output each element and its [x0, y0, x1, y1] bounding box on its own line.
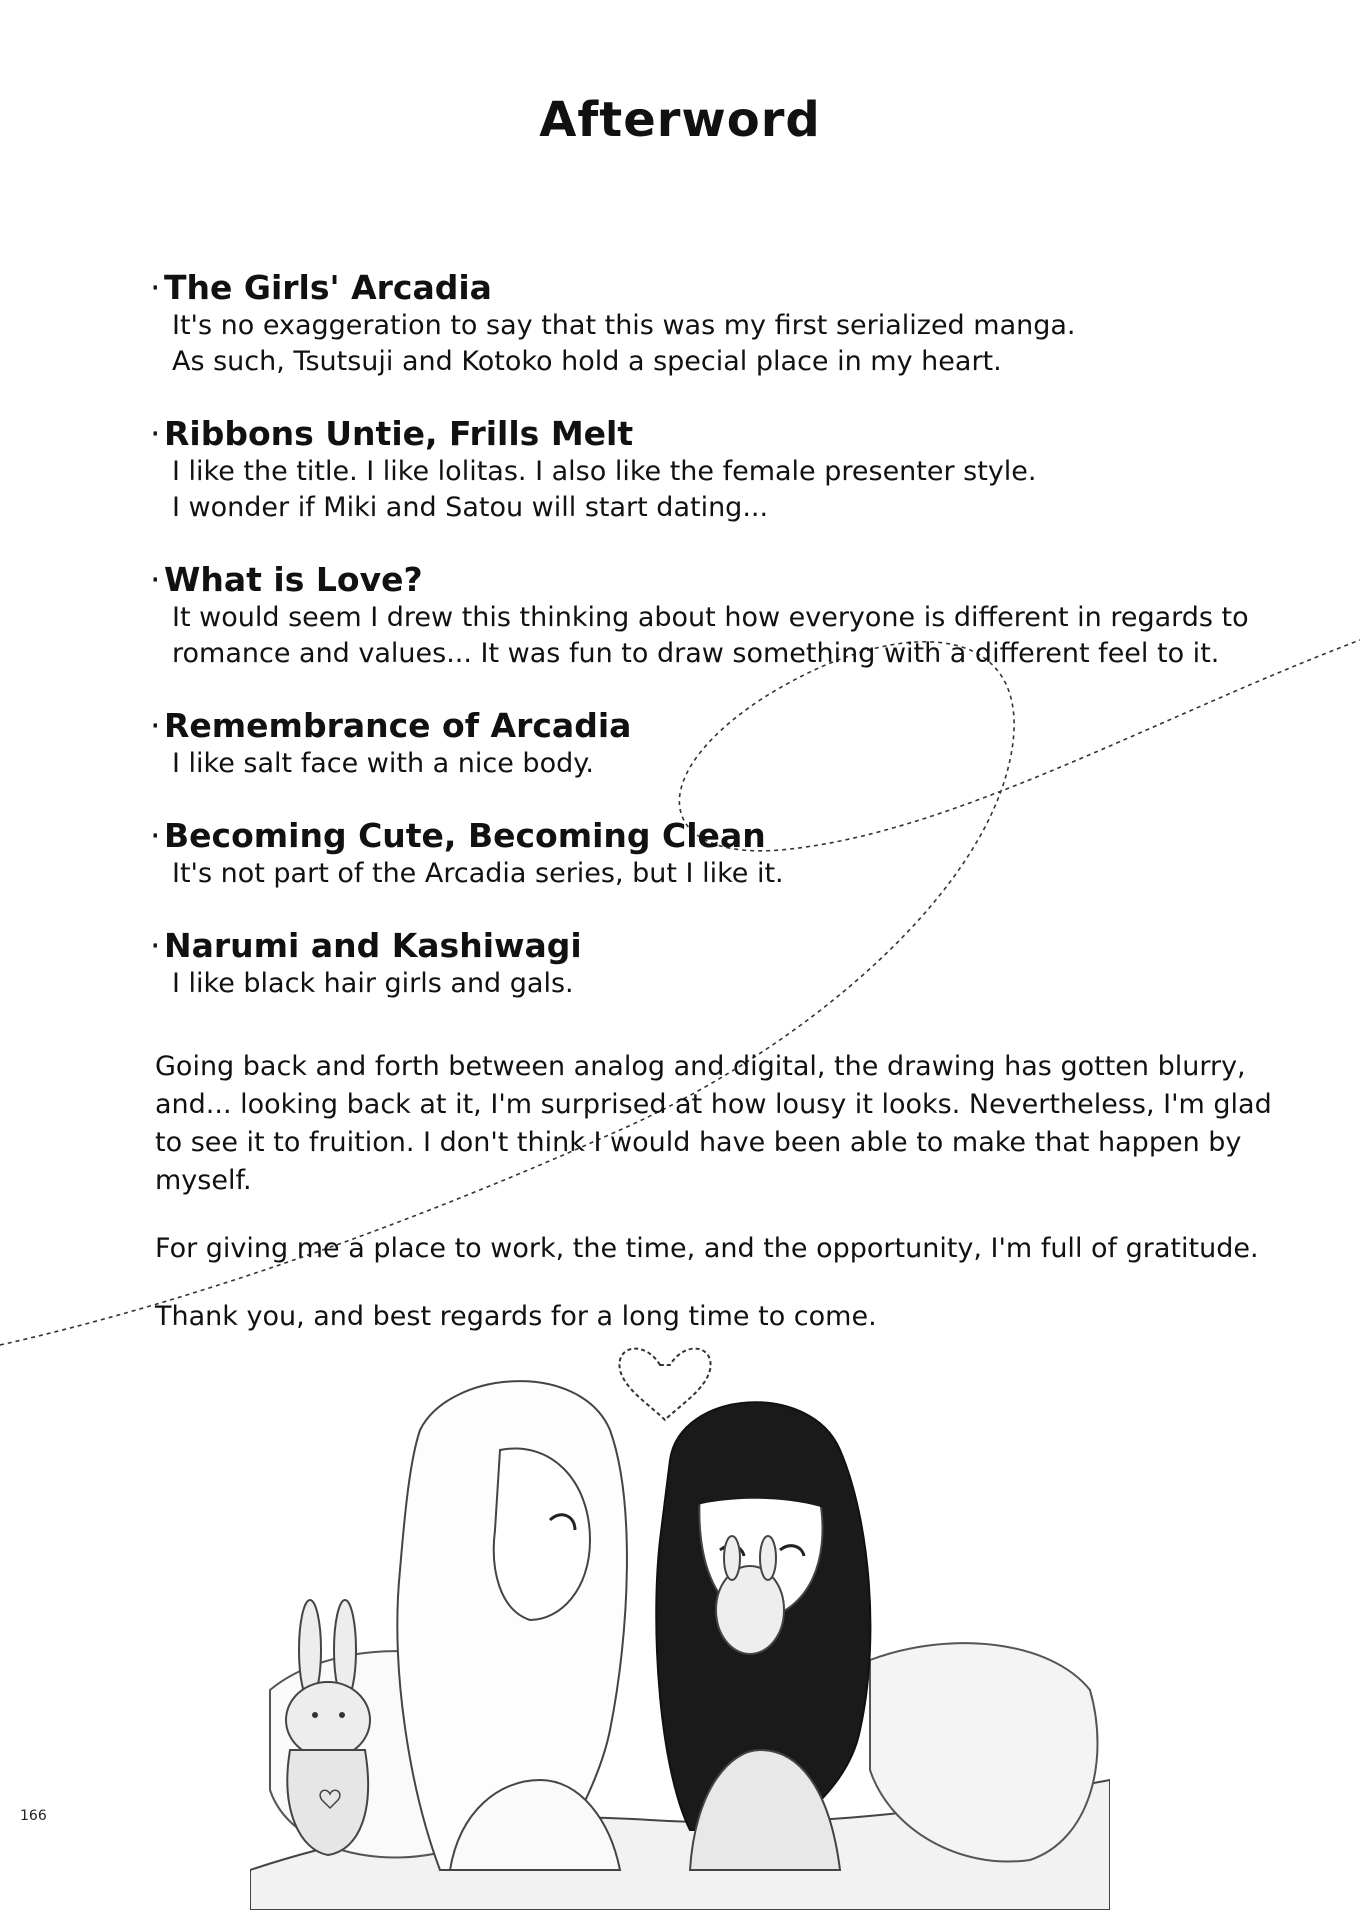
closing-paragraph: Going back and forth between analog and digital, the drawing has gotten blurry, and... looking back at it, I'm surprised at how lousy it looks. Nevertheless, I'm glad to see it to fruition. I don't think I would have been able to make that happen by myself.: [155, 1051, 1272, 1196]
section-narumi-kashiwagi: [150, 926, 1300, 1002]
section-heading: Remembrance of Arcadia: [164, 706, 632, 745]
section-line: I wonder if Miki and Satou will start dating...: [172, 492, 769, 523]
section-remembrance: [150, 706, 1300, 782]
section-becoming-cute: [150, 816, 1300, 892]
closing-paragraph: For giving me a place to work, the time, and the opportunity, I'm full of gratitude.: [155, 1233, 1259, 1264]
section-line: It's not part of the Arcadia series, but I like it.: [172, 858, 784, 889]
section-heading: Narumi and Kashiwagi: [164, 926, 582, 965]
two-girls-illustration: [250, 1310, 1110, 1910]
section-line: I like black hair girls and gals.: [172, 968, 574, 999]
section-heading: The Girls' Arcadia: [164, 268, 492, 307]
girl-black-hair: [656, 1402, 870, 1870]
section-line: I like the title. I like lolitas. I also like the female presenter style.: [172, 456, 1037, 487]
dotted-heart-icon: [619, 1349, 710, 1420]
section-what-is-love: [150, 560, 1300, 672]
girl-light-hair: [397, 1381, 627, 1870]
section-ribbons-untie: [150, 414, 1300, 526]
section-heading: Becoming Cute, Becoming Clean: [164, 816, 766, 855]
section-heading: What is Love?: [164, 560, 423, 599]
section-line: It would seem I drew this thinking about how everyone is different in regards to: [172, 602, 1249, 633]
bullet-icon: ·: [150, 414, 161, 453]
closing-paragraph: Thank you, and best regards for a long time to come.: [155, 1301, 877, 1332]
page-title: Afterword: [539, 92, 821, 148]
section-line: I like salt face with a nice body.: [172, 748, 594, 779]
bullet-icon: ·: [150, 816, 161, 855]
section-line: It's no exaggeration to say that this was my first serialized manga.: [172, 310, 1076, 341]
section-line: As such, Tsutsuji and Kotoko hold a special place in my heart.: [172, 346, 1002, 377]
section-heading: Ribbons Untie, Frills Melt: [164, 414, 634, 453]
bunny-plush-icon: [286, 1600, 370, 1855]
bullet-icon: ·: [150, 926, 161, 965]
bullet-icon: ·: [150, 706, 161, 745]
bullet-icon: ·: [150, 268, 161, 307]
section-girls-arcadia: [150, 268, 1300, 380]
bullet-icon: ·: [150, 560, 161, 599]
page-number: 166: [20, 1808, 47, 1824]
afterword-sections: [150, 268, 1300, 1036]
section-line: romance and values... It was fun to draw something with a different feel to it.: [172, 638, 1220, 669]
